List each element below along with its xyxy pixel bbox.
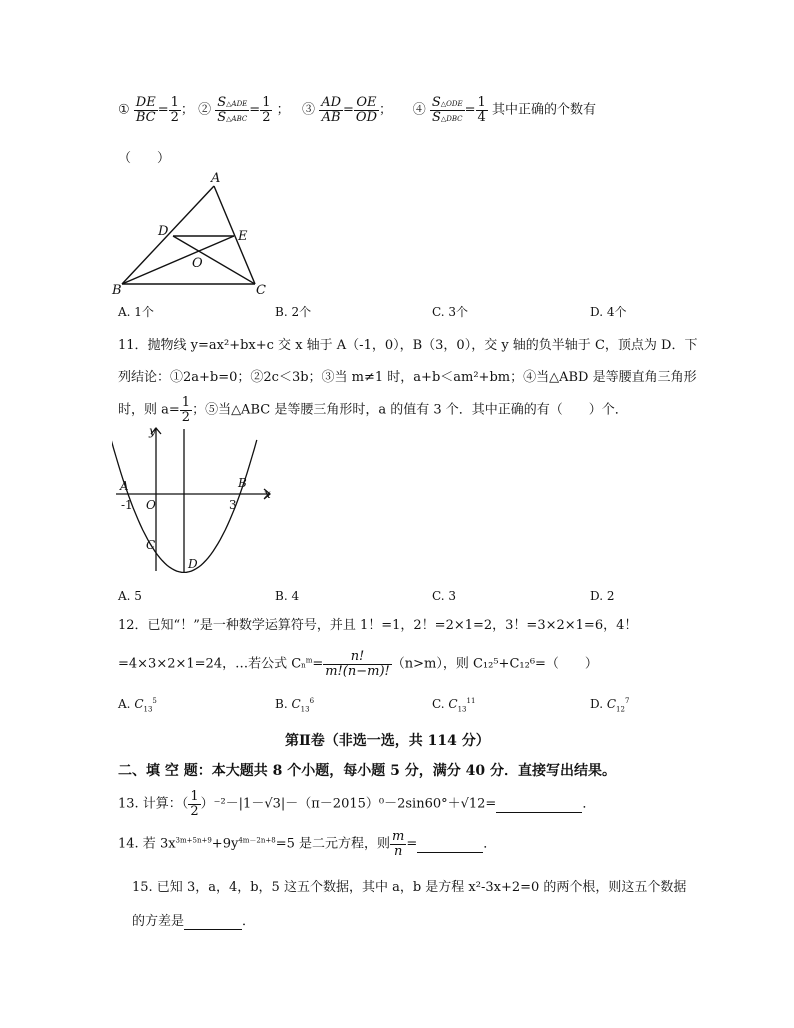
q10-option-c[interactable]: C. 3个 xyxy=(432,305,469,319)
q12-line1: 12．已知“！”是一种数学运算符号，并且 1！=1，2！=2×1=2，3！=3×2×1=6，4！ xyxy=(118,618,638,633)
q12-option-c[interactable]: C. $C_{13}^{11}$ xyxy=(432,697,476,714)
q10-answer-paren: （ ） xyxy=(118,151,171,166)
q10-conditions: ① $\frac{DE}{BC}$ = $\frac{1}{2}$ ； ② $\frac{\text{S△ADE}}{\text{S△ABC}}$ = $\frac{1}{2}$ ； ③ $\frac{AD}{AB}$ = $\frac{OE}{OD}$ ； ④ $\frac{\text{S△ODE}}{\text{S△DBC}}$ = $\frac{1}{4}$ 其中正确的个数有 xyxy=(118,95,596,125)
q11-label-c: C xyxy=(146,538,156,552)
q11-fraction-half: $\frac{1}{2}$ xyxy=(181,395,191,425)
q11-line3: 时，则 a= $\frac{1}{2}$ ；⑤当△ABC 是等腰三角形时，a 的值有 3 个．其中正确的有（ ）个． xyxy=(118,395,628,425)
q10-label-o: O xyxy=(192,256,203,271)
q11-label-d: D xyxy=(188,557,198,571)
q12-option-b[interactable]: B. $C_{13}^6$ xyxy=(275,697,315,714)
q14-fraction-m-n: $\frac{m}{n}$ xyxy=(391,829,405,859)
q10-item2-mark: ② xyxy=(198,102,212,118)
q12-option-a[interactable]: A. $C_{13}^5$ xyxy=(118,697,157,714)
q15-line1: 15. 已知 3，a，4，b，5 这五个数据，其中 a，b 是方程 x²-3x+2=0 的两个根，则这五个数据 xyxy=(132,880,687,895)
q11-label-three: 3 xyxy=(229,498,237,512)
q14-expression: 14. 若 $3x^{3m+5n+9}+9y^{4m-2n+8}=5$ 是二元方程，则 $\frac{m}{n}$ = ． xyxy=(118,829,497,859)
q10-triangle-figure xyxy=(110,170,280,298)
q11-parabola-figure xyxy=(112,425,282,575)
q11-label-y: y xyxy=(149,425,156,438)
q11-label-b: B xyxy=(238,476,247,490)
q11-option-d[interactable]: D. 2 xyxy=(590,589,615,603)
q10-item4-mark: ④ xyxy=(412,102,426,118)
q10-edge-be xyxy=(122,236,234,284)
q10-fraction-area-ratio-1: $\frac{\text{S△ADE}}{\text{S△ABC}}$ xyxy=(217,95,248,125)
q13-answer-blank[interactable] xyxy=(496,797,582,813)
section2-heading: 二、填 空 题：本大题共 8 个小题，每小题 5 分，满分 40 分．直接写出结果。 xyxy=(118,763,616,779)
q12-option-d[interactable]: D. $C_{12}^7$ xyxy=(590,697,630,714)
q15-answer-blank[interactable] xyxy=(184,914,242,930)
q13-expression: 13. 计算：（ $\frac{1}{2}$ ）⁻²－|1－√3|－（π－2015）⁰－2sin60°＋√12= ． xyxy=(118,789,596,819)
q15-line2: 的方差是 ． xyxy=(132,914,256,929)
q10-item1-mark: ① xyxy=(118,102,130,118)
q10-label-a: A xyxy=(211,171,221,186)
q11-label-minus-one: -1 xyxy=(121,498,133,512)
q10-label-b: B xyxy=(112,283,122,298)
q10-option-b[interactable]: B. 2个 xyxy=(275,305,312,319)
q11-option-a[interactable]: A. 5 xyxy=(118,589,142,603)
q12-line2: =4×3×2×1=24，…若公式 $Cn^m=$ $\frac{n!}{m!(n-m)!}$ （n>m），则 C₁₂⁵+C₁₂⁶=（ ） xyxy=(118,649,598,679)
q10-item3-mark: ③ xyxy=(302,102,316,118)
q10-label-e: E xyxy=(238,229,248,244)
q10-fraction-de-bc: $\frac{DE}{BC}$ xyxy=(135,95,156,125)
q11-label-x: x xyxy=(264,487,271,501)
q10-fraction-half: $\frac{1}{2}$ xyxy=(170,95,179,125)
q11-option-b[interactable]: B. 4 xyxy=(275,589,300,603)
q10-label-d: D xyxy=(158,224,169,239)
section2-title: 第Ⅱ卷（非选一选，共 114 分） xyxy=(285,733,490,749)
q11-label-o: O xyxy=(146,498,156,512)
q11-line2: 列结论：①2a+b=0；②2c＜3b；③当 m≠1 时，a+b＜am²+bm；④当△ABD 是等腰直角三角形 xyxy=(118,370,697,385)
q10-label-c: C xyxy=(256,283,266,298)
q11-line1: 11．抛物线 y=ax²+bx+c 交 x 轴于 A（-1，0），B（3，0），交 y 轴的负半轴于 C，顶点为 D．下 xyxy=(118,338,698,353)
q11-label-a: A xyxy=(120,479,129,493)
q12-combination-formula: $\frac{n!}{m!(n-m)!}$ xyxy=(325,649,390,679)
q13-fraction-half: $\frac{1}{2}$ xyxy=(190,789,199,819)
q10-fraction-area-ratio-2: $\frac{\text{S△ODE}}{\text{S△DBC}}$ xyxy=(431,95,463,125)
q14-answer-blank[interactable] xyxy=(417,837,483,853)
q11-option-c[interactable]: C. 3 xyxy=(432,589,457,603)
q10-question-tail: 其中正确的个数有 xyxy=(491,102,596,118)
q10-option-a[interactable]: A. 1个 xyxy=(118,305,154,319)
q10-edge-ac xyxy=(214,186,255,284)
q10-option-d[interactable]: D. 4个 xyxy=(590,305,627,319)
